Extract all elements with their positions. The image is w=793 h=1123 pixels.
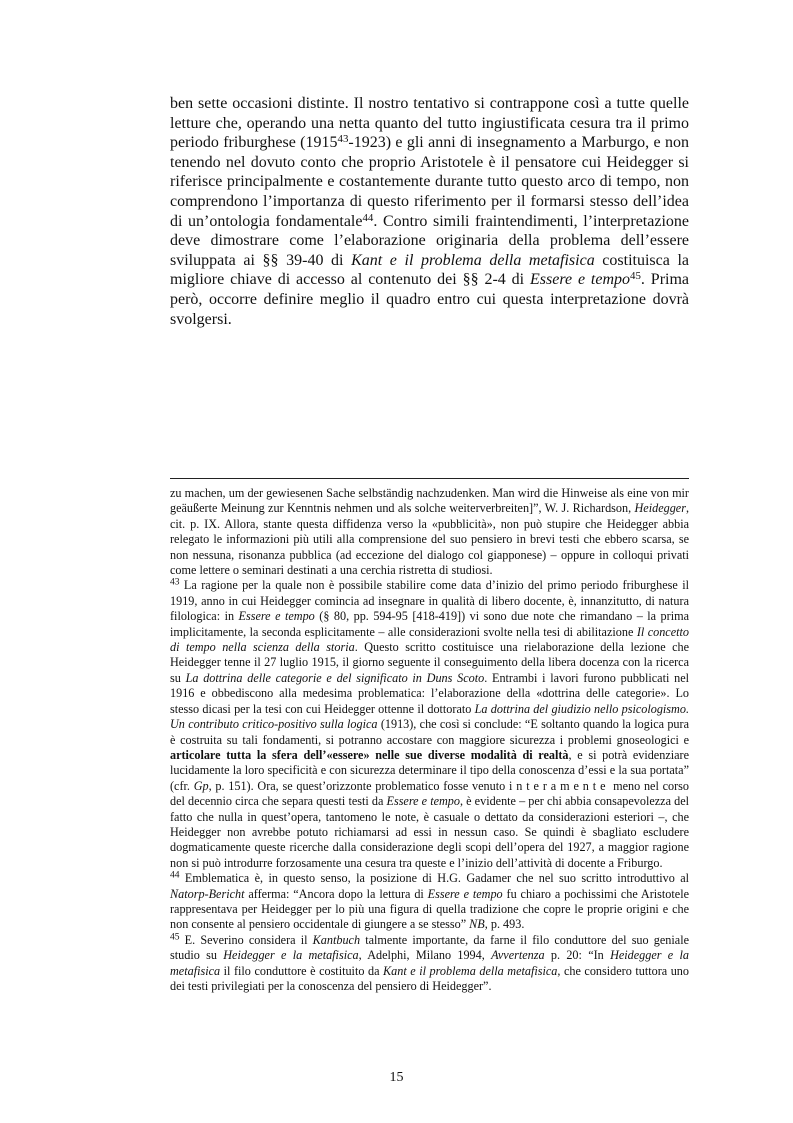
- book-title-kant: Kant e il problema della metafisica: [351, 251, 595, 269]
- footnote-44: $^{44}$ Emblematica è, in questo senso, la posizione di H.G. Gadamer che nel suo scritto introduttivo al Natorp-Bericht afferma: “Ancora dopo la lettura di Essere e tempo fu chiaro a pochissimi che Aristotele rappresentava per Heidegger per lo più una figura di quella tradizione che copre le proprie origini e che non consente al pensiero occidentale di giungere a se stesso” NB, p. 493.: [170, 870, 689, 932]
- text-run: . Prima però, occorre definire meglio il quadro entro cui questa interpretazione dovrà svolgersi.: [170, 271, 690, 328]
- footnote-43: $^{43}$ La ragione per la quale non è possibile stabilire come data d’inizio del primo periodo friburghese il 1919, anno in cui Heidegger comincia ad insegnare in qualità di libero docente, è, innanzitutto, di natura filologica: in Essere e tempo (§ 80, pp. 594-95 [418-419]) vi sono due note che rimandano – la prima implicitamente, la seconda esplicitamente – alle considerazioni svolte nella tesi di abilitazione Il concetto di tempo nella scienza della storia. Questo scritto costituisce una rielaborazione della lezione che Heidegger tenne il 27 luglio 1915, il giorno seguente il conseguimento della libera docenza con la ricerca su La dottrina delle categorie e del significato in Duns Scoto. Entrambi i lavori furono pubblicati nel 1916 e obbediscono alla medesima problematica: l’elaborazione della «dottrina delle categorie». Lo stesso dicasi per la tesi con cui Heidegger ottenne il dottorato La dottrina del giudizio nello psicologismo. Un contributo critico-positivo sulla logica (1913), che così si conclude: “E soltanto quando la logica pura è costruita su tali fondamenti, si potranno accostare con maggiore sicurezza i problemi gnoseologici e articolare tutta la sfera dell’«essere» nelle sue diverse modalità di realtà, e si potrà evidenziare lucidamente la loro specificità e con sicurezza determinare il tipo della conoscenza d’essi e la sua portata” (cfr. Gp, p. 151). Ora, se quest’orizzonte problematico fosse venuto interamente meno nel corso del decennio circa che separa questi testi da Essere e tempo, è evidente – per chi abbia consapevolezza del fatto che nulla in quest’opera, tantomeno le note, è casuale o dettato da considerazioni esteriori –, che Heidegger non avrebbe potuto richiamarsi ad essi in nessun caso. Se quindi è sbagliato escludere dogmaticamente queste ricerche dalla considerazione degli scopi dell’opera del 1927, a maggior ragione non si può introdurre forzosamente una cesura tra queste e l’inizio dell’attività di docente a Friburgo.: [170, 578, 690, 870]
- bold-quote: articolare tutta la sfera dell’«essere» nelle sue diverse modalità di realtà: [170, 747, 569, 762]
- book-title-essere-e-tempo: Essere e tempo: [530, 271, 631, 289]
- body-paragraph: [170, 94, 689, 329]
- footnotes: [170, 486, 689, 994]
- footnote-ref-45[interactable]: 45: [630, 270, 641, 283]
- footnote-separator: [170, 478, 689, 479]
- footnote-ref-43[interactable]: 43: [337, 133, 349, 146]
- footnote-ref-44[interactable]: 44: [362, 211, 374, 224]
- footnote-number-44: 44: [170, 870, 180, 881]
- page-number: 15: [389, 1070, 404, 1085]
- footnote-number-43: 43: [170, 578, 180, 589]
- footnote-45: $^{45}$ E. Severino considera il Kantbuch talmente importante, da farne il filo conduttore del suo geniale studio su Heidegger e la metafisica, Adelphi, Milano 1994, Avvertenza p. 20: “In Heidegger e la metafisica il filo conduttore è costituito da Kant e il problema della metafisica, che considero tuttora uno dei testi privilegiati per la conoscenza del pensiero di Heidegger”.: [170, 932, 689, 993]
- main-text: [170, 94, 689, 329]
- footnote-42-continued: zu machen, um der gewiesenen Sache selbständig nachzudenken. Man wird die Hinweise als eine von mir geäußerte Meinung zur Kenntnis nehmen und als solche weiterverbreiten]”, W. J. Richardson, Heidegger, cit. p. IX. Allora, stante questa diffidenza verso la «pubblicità», non può stupire che Heidegger abbia relegato le informazioni più utili alla comprensione del suo pensiero in brevi testi che ebbero scarsa, se non nessuna, risonanza pubblica (ad eccezione del dialogo col giapponese) – oppure in colloqui privati come lettere o seminari destinati a una cerchia ristretta di studiosi.: [170, 486, 689, 578]
- footnote-number-45: 45: [170, 932, 180, 943]
- text-run: . Contro simili fraintendimenti, l’interpretazione deve dimostrare come l’elaborazione originaria della problema dell’essere sviluppata ai §§ 39-40 di: [170, 212, 690, 269]
- letterspaced-word: interamente: [508, 778, 610, 793]
- text-run: -1923) e gli anni di insegnamento a Marburgo, e non tenendo nel dovuto conto che proprio Aristotele è il pensatore cui Heidegger si riferisce principalmente e costantemente durante tutto questo arco di tempo, non comprendono l’importanza di questo riferimento per il formarsi stesso dell’idea di un’ontologia fondamentale: [170, 134, 690, 230]
- text-run: ben sette occasioni distinte. Il nostro tentativo si contrappone così a tutte quelle letture che, operando una netta quanto del tutto ingiustificata cesura tra il primo periodo friburghese (1915: [170, 95, 689, 152]
- text-run: costituisca la migliore chiave di accesso al contenuto dei §§ 2-4 di: [170, 251, 689, 289]
